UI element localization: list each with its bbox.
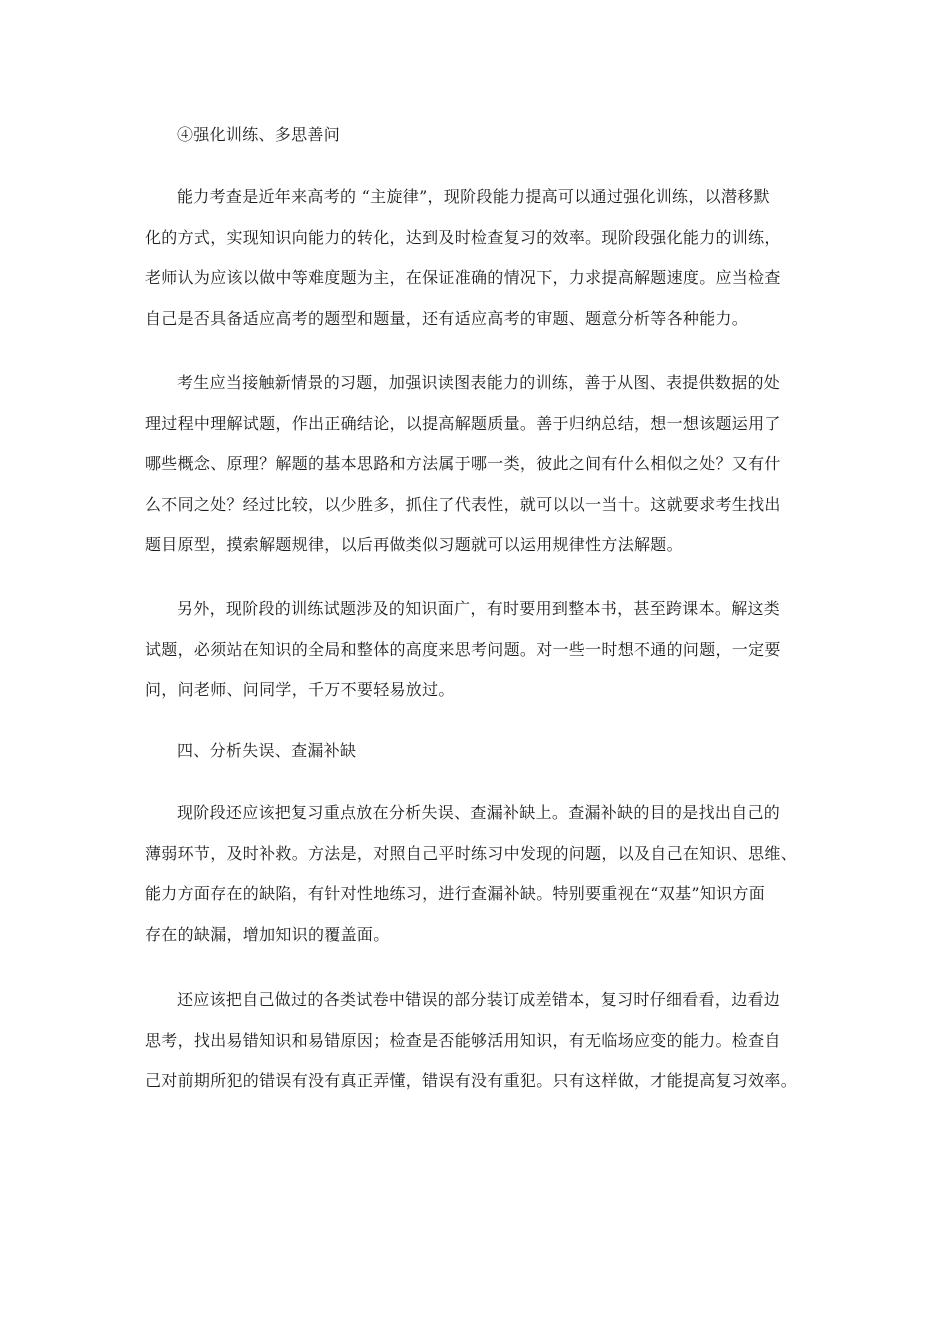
paragraph-line: 自己是否具备适应高考的题型和题量，还有适应高考的审题、题意分析等各种能力。 <box>145 308 749 328</box>
paragraph-line: 还应该把自己做过的各类试卷中错误的部分装订成差错本，复习时仔细看看，边看边 <box>177 990 781 1009</box>
paragraph-line: 么不同之处？经过比较，以少胜多，抓住了代表性，就可以以一当十。这就要求考生找出 <box>145 494 781 514</box>
paragraph-line: 化的方式，实现知识向能力的转化，达到及时检查复习的效率。现阶段强化能力的训练， <box>145 227 781 247</box>
paragraph-new-situations <box>145 363 810 566</box>
section-heading-strengthen <box>145 115 810 156</box>
paragraph-line: 思考，找出易错知识和易错原因；检查是否能够活用知识，有无临场应变的能力。检查自 <box>145 1030 781 1050</box>
paragraph-ability-test <box>145 177 810 339</box>
paragraph-line: 现阶段还应该把复习重点放在分析失误、查漏补缺上。查漏补缺的目的是找出自己的 <box>177 803 781 822</box>
paragraph-line: 薄弱环节，及时补救。方法是，对照自己平时练习中发现的问题，以及自己在知识、思维、 <box>145 843 798 863</box>
paragraph-line: 存在的缺漏，增加知识的覆盖面。 <box>145 924 390 944</box>
paragraph-line: 己对前期所犯的错误有没有真正弄懂，错误有没有重犯。只有这样做，才能提高复习效率。 <box>145 1071 798 1090</box>
paragraph-line: 理过程中理解试题，作出正确结论，以提高解题质量。善于归纳总结，想一想该题运用了 <box>145 413 781 433</box>
paragraph-line: 老师认为应该以做中等难度题为主，在保证准确的情况下，力求提高解题速度。应当检查 <box>145 268 781 287</box>
paragraph-line: 问，问老师、问同学，千万不要轻易放过。 <box>145 680 455 699</box>
paragraph-error-notebook <box>145 980 810 1102</box>
paragraph-line: 另外，现阶段的训练试题涉及的知识面广，有时要用到整本书，甚至跨课本。解这类 <box>177 599 781 618</box>
paragraph-line: 试题，必须站在知识的全局和整体的高度来思考问题。对一些一时想不通的问题，一定要 <box>145 639 781 659</box>
section-heading-analyze <box>145 731 810 772</box>
paragraph-line: 能力方面存在的缺陷，有针对性地练习，进行查漏补缺。特别要重视在“双基”知识方面 <box>145 884 766 903</box>
paragraph-line: 哪些概念、原理？解题的基本思路和方法属于哪一类，彼此之间有什么相似之处？又有什 <box>145 454 781 473</box>
heading-text: ④强化训练、多思善问 <box>177 125 341 144</box>
paragraph-line: 考生应当接触新情景的习题，加强识读图表能力的训练，善于从图、表提供数据的处 <box>177 373 781 392</box>
paragraph-knowledge-scope <box>145 589 810 711</box>
paragraph-line: 题目原型，摸索解题规律，以后再做类似习题就可以运用规律性方法解题。 <box>145 535 683 554</box>
paragraph-analyze-mistakes <box>145 793 810 955</box>
paragraph-line: 能力考查是近年来高考的 “主旋律”，现阶段能力提高可以通过强化训练，以潜移默 <box>177 187 770 206</box>
heading-text: 四、分析失误、查漏补缺 <box>177 741 357 760</box>
